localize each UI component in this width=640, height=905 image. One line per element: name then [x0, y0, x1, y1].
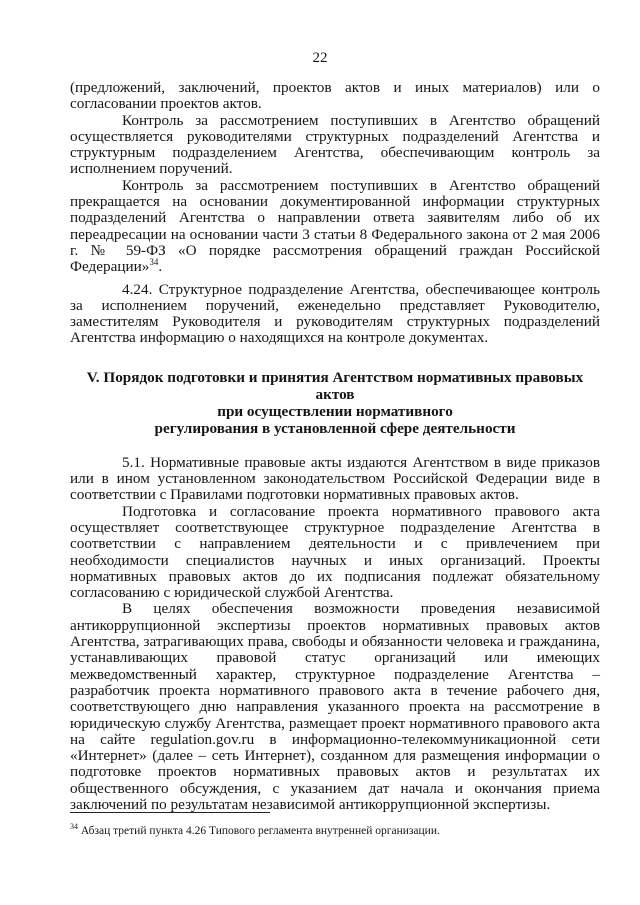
paragraph-preparation: Подготовка и согласование проекта нормативного правового акта осуществляет соответствующее структурное подразделение Агентства в соответствии с направлением деятельности и с привлечением при необходимости специалистов научных и иных организаций. Проекты нормативных правовых актов до их подписания подлежат обязательному согласованию с юридической службой Агентства.	[70, 502, 600, 602]
section-heading	[70, 369, 600, 437]
footnote	[70, 820, 600, 838]
paragraph-control-terminated	[70, 178, 600, 276]
footnote-reference: 34	[149, 257, 159, 268]
document-body	[70, 80, 600, 813]
paragraph-end: .	[158, 258, 163, 276]
section-heading-line-1: V. Порядок подготовки и принятия Агентством нормативных правовых актов	[86, 368, 584, 403]
footnote-marker: 34	[70, 822, 78, 831]
paragraph-control-exercised: Контроль за рассмотрением поступивших в Агентство обращений осуществляется руководителями структурных подразделений Агентства и структурным подразделением Агентства, обеспечивающим контроль за исполнением поручений.	[70, 111, 600, 178]
paragraph-4-24: 4.24. Структурное подразделение Агентства, обеспечивающее контроль за исполнением поручений, еженедельно представляет Руководителю, заместителям Руководителя и руководителям структурных подразделений Агентства информацию о находящихся на контроле документах.	[70, 280, 600, 347]
paragraph-text: Контроль за рассмотрением поступивших в Агентство обращений прекращается на основании документированной информации структурных подразделений Агентства о направлении ответа заявителям либо об их переадресации на основании части 3 статьи 8 Федерального закона от 2 мая 2006 г. № 59-ФЗ «О порядке рассмотрения обращений граждан Российской Федерации»	[70, 176, 600, 276]
footnote-divider	[70, 812, 270, 813]
paragraph-anticorruption: В целях обеспечения возможности проведения независимой антикоррупционной экспертизы проектов нормативных правовых актов Агентства, затрагивающих права, свободы и обязанности человека и гражданина, устанавливающих правовой статус организаций или имеющих межведомственный характер, структурное подразделение Агентства – разработчик проекта нормативного правового акта в течение рабочего дня, соответствующего дню направления указанного проекта на рассмотрение в юридическую службу Агентства, размещает проект нормативного правового акта на сайте regulation.gov.ru в информационно-телекоммуникационной сети «Интернет» (далее – сеть Интернет), созданном для размещения информации о подготовке проектов нормативных правовых актов и результатах их общественного обсуждения, с указанием дат начала и окончания приема заключений по результатам независимой антикоррупционной экспертизы.	[70, 600, 600, 813]
paragraph-5-1: 5.1. Нормативные правовые акты издаются Агентством в виде приказов или в ином установленном законодательством Российской Федерации виде в соответствии с Правилами подготовки нормативных правовых актов.	[70, 453, 600, 504]
section-heading-line-2: при осуществлении нормативного	[217, 402, 453, 420]
footnote-text: Абзац третий пункта 4.26 Типового регламента внутренней организации.	[78, 824, 440, 837]
paragraph-continuation: (предложений, заключений, проектов актов и иных материалов) или о согласовании проектов актов.	[70, 79, 600, 113]
page-number: 22	[312, 50, 328, 66]
section-heading-line-3: регулирования в установленной сфере деятельности	[154, 419, 516, 437]
